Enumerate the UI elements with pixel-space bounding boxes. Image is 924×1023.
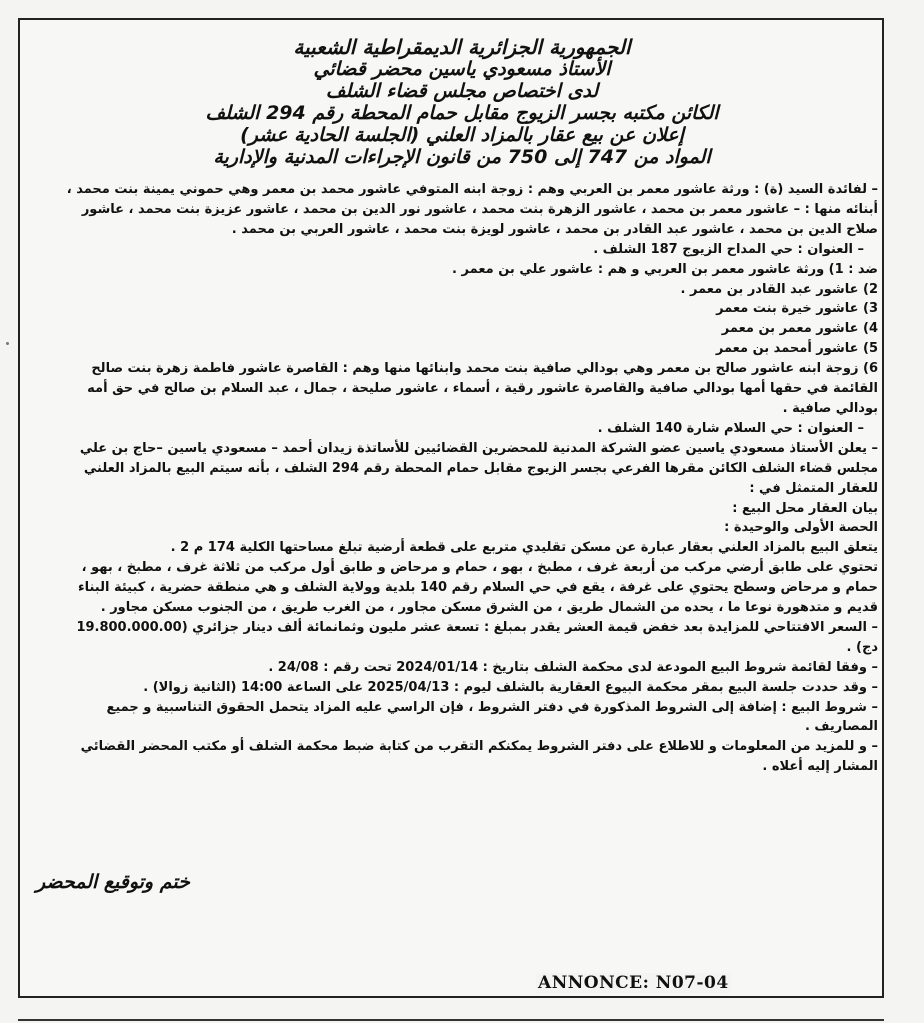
body-line: تحتوي على طابق أرضي مركب من أربعة غرف ، مطبخ ، بهو ، حمام و مرحاض و طابق أول مركب من ثلاثة غرف ، مطبخ ، بهو ، xyxy=(81,560,878,576)
body-line: للعقار المتمثل في : xyxy=(749,480,878,496)
notice-body xyxy=(36,180,878,777)
body-line: 6) زوجة ابنه عاشور صالح بن معمر وهي بودالي صافية بنت محمد وابنائها منها وهم : القاصرة عاشور فاطمة زهرة بنت صالح xyxy=(91,361,878,377)
body-line: 3) عاشور خيرة بنت معمر xyxy=(716,301,878,317)
body-line: – العنوان : حي المداح الزيوج 187 الشلف . xyxy=(593,241,864,257)
body-line: 5) عاشور أمحمد بن معمر xyxy=(715,341,878,357)
header-jurisdiction: لدى اختصاص مجلس قضاء الشلف xyxy=(325,80,599,102)
body-line: – العنوان : حي السلام شارة 140 الشلف . xyxy=(597,420,864,436)
body-line: بودالي صافية . xyxy=(782,400,878,416)
header-auction-title: إعلان عن بيع عقار بالمزاد العلني (الجلسة الحادية عشر) xyxy=(240,124,684,146)
body-line: أبنائه منها : – عاشور معمر بن محمد ، عاشور الزهرة بنت محمد ، عاشور نور الدين بن محمد ، عاشور عزيزة بنت محمد ، عاشور xyxy=(81,201,878,217)
body-line: القائمة في حقها أمها بودالي صافية والقاصرة عاشور رقية ، أسماء ، عاشور صليحة ، جمال ، عبد السلام بن صالح في حق أمه xyxy=(87,381,878,397)
body-line: – وفقا لقائمة شروط البيع المودعة لدى محكمة الشلف بتاريخ : 2024/01/14 تحت رقم : 24/08 . xyxy=(268,659,878,675)
scan-speck xyxy=(6,342,9,345)
header-legal-articles: المواد من 747 إلى 750 من قانون الإجراءات المدنية والإدارية xyxy=(213,146,711,168)
body-line: يتعلق البيع بالمزاد العلني بعقار عبارة عن مسكن تقليدي متربع على قطعة أرضية تبلغ مساحتها الكلية 174 م 2 . xyxy=(170,540,878,556)
signature-line: ختم وتوقيع المحضر xyxy=(36,871,190,893)
body-line: المشار إليه أعلاه . xyxy=(762,759,878,775)
body-line: – السعر الافتتاحي للمزايدة بعد خفض قيمة العشر يقدر بمبلغ : تسعة عشر مليون وثمانمائة ألف دينار جزائري (19.800.000.00 xyxy=(76,619,878,635)
body-line: – شروط البيع : إضافة إلى الشروط المذكورة في دفتر الشروط ، فإن الراسي عليه المزاد يتحمل الحقوق التناسبية و جميع xyxy=(106,699,878,715)
body-line: – لفائدة السيد (ة) : ورثة عاشور معمر بن العربي وهم : زوجة ابنه المتوفي عاشور محمد بن معمر وهي حموني يمينة بنت محمد ، xyxy=(66,182,878,197)
body-line: المصاريف . xyxy=(804,719,878,735)
body-line: دج) . xyxy=(846,639,878,655)
page-bottom-rule xyxy=(18,1019,884,1021)
header-bailiff-name: الأستاذ مسعودي ياسين محضر قضائي xyxy=(313,58,611,80)
body-line: مجلس قضاء الشلف الكائن مقرها الفرعي بجسر الزيوج مقابل حمام المحطة رقم 294 الشلف ، بأنه سيتم البيع بالمزاد العلني xyxy=(83,460,878,476)
body-line: بيان العقار محل البيع : xyxy=(732,500,878,516)
body-line: الحصة الأولى والوحيدة : xyxy=(724,520,878,536)
body-line: قديم و متدهورة نوعا ما ، يحده من الشمال طريق ، من الشرق مسكن مجاور ، من الغرب طريق ، من الجنوب مسكن مجاور . xyxy=(100,600,878,616)
body-line: 2) عاشور عبد القادر بن معمر . xyxy=(680,281,878,297)
body-line: – و للمزيد من المعلومات و للاطلاع على دفتر الشروط يمكنكم التقرب من كتابة ضبط محكمة الشلف أو مكتب المحضر القضائي xyxy=(80,739,878,755)
body-line: ضد : 1) ورثة عاشور معمر بن العربي و هم : عاشور علي بن معمر . xyxy=(452,261,878,277)
body-line: حمام و مرحاض وسطح يحتوي على غرفة ، يقع في حي السلام رقم 140 بلدية وولاية الشلف و هي منطقة حضرية ، كبيئة البناء xyxy=(77,580,878,596)
body-line: – يعلن الأستاذ مسعودي ياسين عضو الشركة المدنية للمحضرين القضائيين للأساتذة زيدان أحمد – مسعودي ياسين –حاج بن علي xyxy=(79,440,878,456)
body-line: 4) عاشور معمر بن معمر xyxy=(721,321,878,337)
annonce-number: ANNONCE: N07-04 xyxy=(538,973,729,993)
header-office-address: الكائن مكتبه بجسر الزيوج مقابل حمام المحطة رقم 294 الشلف xyxy=(205,102,719,124)
header-republic: الجمهورية الجزائرية الديمقراطية الشعبية xyxy=(293,35,631,59)
notice-header xyxy=(30,36,894,168)
body-line: صلاح الدين بن محمد ، عاشور عبد القادر بن محمد ، عاشور لويزة بنت محمد ، عاشور العربي بن محمد . xyxy=(231,221,878,237)
body-line: – وقد حددت جلسة البيع بمقر محكمة البيوع العقارية بالشلف ليوم : 2025/04/13 على الساعة 14:00 (الثانية زوالا) . xyxy=(143,679,878,695)
